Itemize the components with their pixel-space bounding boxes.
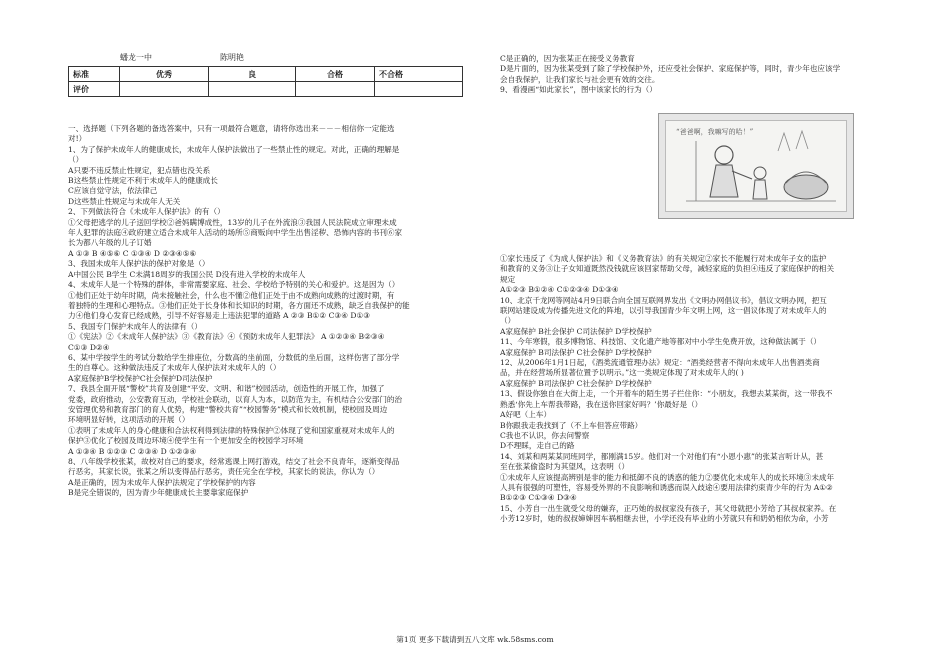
text-line: 党委，政府推动，公安教育互动，学校社会联动，以育人为本，以防范为主，有机结合公安部门的治: [68, 394, 403, 404]
text-line: 8、八年级学校张某，故校对自己的要求，经常逃课上网打游戏，结交了社会不良青年，逐渐变得品: [68, 457, 400, 466]
text-line: （）: [500, 316, 516, 326]
text-line: ①父母把逃学的儿子送回学校②爸妈瞒博成性，13岁的儿子在外流浪③我国人民法院成立审理未成: [68, 217, 397, 227]
text-line: 13、假设你独自在大街上走，一个开着车的陌生男子拦住你：“小朋友，我想去某某街，这一带我不: [500, 389, 833, 399]
text-line: A家庭保护 B司法保护 C社会保护 D学校保护: [500, 347, 652, 357]
text-line: 15、小芳自一出生就受父母的嫌弃，正巧她的叔叔家没有孩子，其父母就把小芳给了其叔叔家养。在: [500, 503, 837, 513]
text-line: 3、我国未成年人保护法的保护对象是（）: [68, 259, 210, 269]
grade-cell: 标准: [69, 67, 120, 82]
school-name: 蟠龙一中: [120, 53, 152, 62]
question-text-block: [500, 254, 900, 525]
text-line: 长为都八年级的儿子订婚: [68, 238, 152, 248]
cartoon-caption: “爸爸啊，我嘛写的哈！”: [676, 128, 754, 136]
text-line: ①未成年人应该提高辨别是非的能力和抵御不良的诱惑的能力②要优化未成年人的成长环境③未成年: [500, 472, 835, 482]
text-line: 1、为了保护未成年人的健康成长，未成年人保护法做出了一些禁止性的规定。对此，正确的理解是: [68, 144, 400, 154]
text-line: 9、看漫画“如此家长”，图中该家长的行为（）: [500, 85, 657, 95]
text-line: 小芳12岁时，她的叔叔婶婶因车祸相继去世，小学还没有毕业的小芳就只有和奶奶相依为命，小芳: [500, 514, 829, 524]
text-line: ①《宪法》②《未成年人保护法》③《教育法》④《预防未成年人犯罪法》 A ①②③④ B②③④: [68, 332, 385, 342]
text-line: A是正确的，因为未成年人保护法规定了学校保护的内容: [68, 477, 256, 487]
text-line: 对!）: [68, 134, 87, 144]
text-line: C是正确的，因为张某正在接受义务教育: [500, 54, 635, 63]
grade-cell: 良: [209, 67, 296, 82]
text-line: 4、未成年人是一个特殊的群体，非常需要家庭、社会、学校给予特别的关心和爱护。这是因为（）: [68, 280, 400, 290]
text-line: B这些禁止性规定不利于未成年人的健康成长: [68, 176, 218, 186]
grade-cell: 合格: [296, 67, 375, 82]
text-line: B是完全错误的，因为青少年健康成长主要靠家庭保护: [68, 488, 249, 498]
grade-cell: 优秀: [120, 67, 209, 82]
grade-table-row: [69, 82, 463, 97]
text-line: 安管理优势和教育部门的育人优势，构建“警校共育”“校园警务”模式和长效机制，使校园及周边: [68, 404, 388, 414]
grade-cell: 评价: [69, 82, 120, 97]
text-line: 10、北京千龙网等网站4月9日联合向全国互联网界发出《文明办网倡议书》，倡议文明办网，把互: [500, 295, 827, 305]
text-line: B你跟我走我找到了（不上车但答应带路）: [500, 420, 643, 430]
text-line: （）: [68, 155, 84, 165]
text-line: A家庭保护 B社会保护 C司法保护 D学校保护: [500, 326, 652, 336]
text-line: D是片面的，因为张某受到了除了学校保护外，还应受社会保护、家庭保护等，同时，青少年也应该学: [500, 64, 841, 74]
text-line: A只要不违反禁止性规定，犯点错也没关系: [68, 165, 211, 175]
grade-table-header-row: [69, 67, 463, 82]
text-line: 保护③优化了校园及周边环境④使学生有一个更加安全的校园学习环境: [68, 436, 304, 446]
text-line: 11、今年寒假，很多博物馆、科技馆、文化遗产地等都对中小学生免费开放，这种做法属于（）: [500, 337, 822, 347]
text-line: ①家长违反了《为成人保护法》和《义务教育法》的有关规定②家长不能履行对未成年子女的监护: [500, 254, 827, 263]
text-line: 5、我国专门保护未成年人的法律有（）: [68, 321, 202, 331]
text-line: A ①③④ B ①②③ C ②③④ D ①②③④: [68, 446, 197, 456]
text-line: 品，并在经营场所显著位置予以明示。”这一类规定体现了对未成年人的( ): [500, 368, 744, 378]
text-line: 2、下列做法符合《未成年人保护法》的有（）: [68, 207, 225, 217]
grade-cell: 不合格: [375, 67, 463, 82]
page-footer: 第1页 更多下载请到五八文库 wk.58sms.com: [396, 635, 554, 644]
text-line: 生的自尊心。这种做法违反了未成年人保护法对未成年人的（）: [68, 363, 281, 373]
text-line: 着独特的生理和心理特点。③他们正处于长身体和长知识的时期，各方面还不成熟，缺乏自我保护的能: [68, 300, 410, 310]
text-line: A家庭保护 B司法保护 C社会保护 D学校保护: [500, 378, 652, 388]
text-line: C应该自觉守法，依法律己: [68, 186, 158, 196]
text-line: A①②③ B①②④ C①②③④ D①③④: [500, 285, 619, 295]
text-line: A中国公民 B学生 C未满18周岁的我国公民 D没有进入学校的未成年人: [68, 269, 306, 279]
text-line: ①他们正处于幼年时期，尚未接触社会，什么也不懂②他们正处于由不成熟向成熟的过渡时期，有: [68, 290, 395, 300]
text-line: B①②③ C①③④ D③④: [500, 493, 577, 503]
text-line: 和教育的义务③让子女知道既然没钱就应该回家帮助父母，减轻家庭的负担④违反了家庭保护的相关: [500, 264, 835, 274]
text-line: 人具有很强的可塑性，容易受外界的不良影响和诱惑而误入歧途④要用法律约束青少年的行为 A①②: [500, 482, 833, 492]
question-text-block: [500, 54, 900, 96]
text-line: 至在张某偷盗时为其望风，这表明（）: [500, 462, 630, 472]
text-line: D这些禁止性规定与未成年人无关: [68, 196, 181, 206]
text-line: 6、某中学按学生的考试分数给学生排座位，分数高的坐前面，分数低的坐后面，这样伤害了部分学: [68, 352, 400, 362]
text-line: ①表明了未成年人的身心健康和合法权利得到法律的特殊保护②体现了党和国家重视对未成年人的: [68, 425, 395, 435]
text-line: 熟悉‘你先上车帮我带路，我在送你回家好吗？’你最好是（）: [500, 399, 703, 409]
text-line: 行恶劣，其家长说，张某之所以变得品行恶劣，责任完全在学校，其家长的说法，你认为（）: [68, 467, 380, 477]
grade-cell: [120, 82, 209, 97]
text-line: C我也不认识，你去问警察: [500, 430, 590, 440]
text-line: 会自我保护，让我们家长与社会更有效的交往。: [500, 74, 660, 84]
text-line: A家庭保护B学校保护C社会保护D司法保护: [68, 373, 213, 383]
grade-cell: [209, 82, 296, 97]
text-line: 一、选择题（下列各题的备选答案中，只有一项最符合题意，请将你选出来－－－相信你一定能选: [68, 124, 395, 133]
text-line: 规定: [500, 274, 516, 284]
cartoon-image: [658, 113, 854, 219]
text-line: A好吧（上车）: [500, 410, 552, 420]
text-line: 力④他们身心发育已经成熟，引导不好容易走上违法犯罪的道路 A ②③ B①② C③④ D①③: [68, 311, 371, 321]
teacher-name: 陈明艳: [220, 53, 244, 62]
text-line: 12、从2006年1月1日起，《酒类流通管理办法》规定：“酒类经营者不得向未成年人出售酒类商: [500, 358, 820, 368]
grade-cell: [296, 82, 375, 97]
question-text-block: [68, 124, 463, 499]
text-line: 年人犯罪的法庭④政府建立适合未成年人活动的场所⑤商贩向中学生出售淫秽、恐怖内容的书刊⑥家: [68, 228, 403, 238]
text-line: C①③ D②④: [68, 342, 110, 352]
grade-cell: [375, 82, 463, 97]
text-line: 14、刘某和两某某同班同学，都刚满15岁。他们对一个对他们有“小恩小惠”的张某言听计从，甚: [500, 451, 824, 461]
text-line: 联网站建设成为传播先进文化的阵地，以引导我国青少年文明上网，这一倡议体现了对未成年人的: [500, 306, 827, 316]
header-names: [68, 53, 463, 65]
grade-table: [68, 66, 463, 97]
text-line: 7、我县全面开展“警校”共育及创建“平安、文明、和谐”校园活动，创造性的开展工作，加强了: [68, 384, 385, 394]
text-line: D不理睬，走自己的路: [500, 441, 575, 451]
text-line: 环境明显好转，这项活动的开展（）: [68, 415, 190, 425]
cartoon-frame: [665, 120, 847, 212]
text-line: A ①③ B ④⑤⑥ C ①③④ D ②③④⑤⑥: [68, 248, 197, 258]
